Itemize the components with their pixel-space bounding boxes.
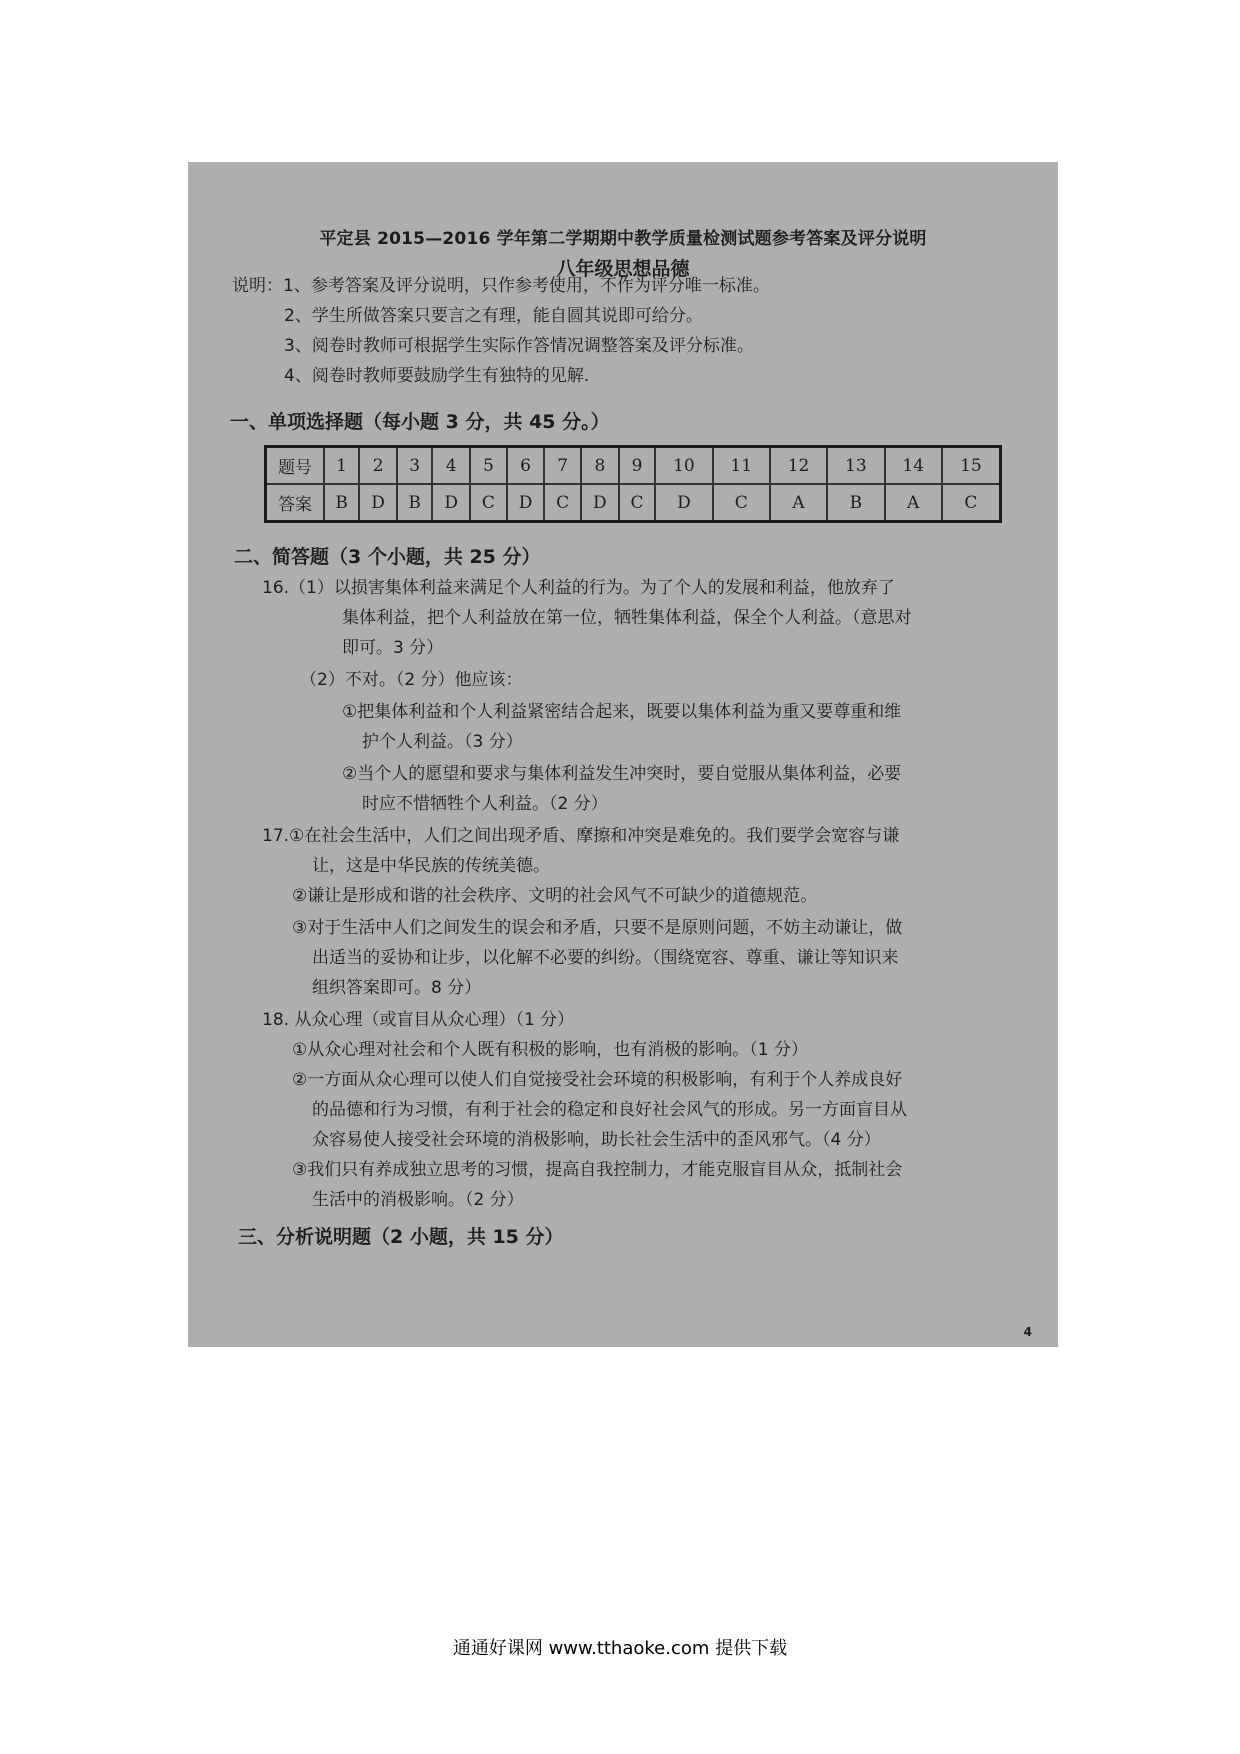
question-number: 3 bbox=[397, 447, 432, 485]
document-title: 平定县 2015—2016 学年第二学期期中教学质量检测试题参考答案及评分说明 bbox=[319, 229, 927, 249]
question-number: 1 bbox=[324, 447, 359, 485]
answer-cell: D bbox=[507, 484, 545, 522]
question-number: 7 bbox=[544, 447, 580, 485]
row-label-answer: 答案 bbox=[266, 484, 325, 522]
answer-line: 组织答案即可。8 分） bbox=[312, 978, 482, 998]
question-number: 2 bbox=[359, 447, 397, 485]
answer-line: 众容易使人接受社会环境的消极影响，助长社会生活中的歪风邪气。（4 分） bbox=[312, 1130, 881, 1150]
answer-line: 即可。3 分） bbox=[342, 638, 444, 658]
answer-cell: C bbox=[470, 484, 506, 522]
answer-line: ②一方面从众心理可以使人们自觉接受社会环境的积极影响，有利于个人养成良好 bbox=[292, 1070, 903, 1090]
answer-cell: D bbox=[581, 484, 619, 522]
answer-line: ③我们只有养成独立思考的习惯，提高自我控制力，才能克服盲目从众，抵制社会 bbox=[292, 1160, 903, 1180]
question-number: 11 bbox=[713, 447, 770, 485]
answer-line: ①从众心理对社会和个人既有积极的影响，也有消极的影响。（1 分） bbox=[292, 1040, 808, 1060]
answer-cell: B bbox=[324, 484, 359, 522]
question-number: 12 bbox=[770, 447, 827, 485]
note-line: 3、阅卷时教师可根据学生实际作答情况调整答案及评分标准。 bbox=[284, 336, 754, 356]
answer-cell: D bbox=[432, 484, 470, 522]
answer-cell: C bbox=[713, 484, 770, 522]
table-row-answers bbox=[266, 484, 1001, 522]
answer-line: 出适当的妥协和让步，以化解不必要的纠纷。（围绕宽容、尊重、谦让等知识来 bbox=[312, 948, 899, 968]
answer-cell: A bbox=[770, 484, 827, 522]
question-number: 6 bbox=[507, 447, 545, 485]
question-number: 15 bbox=[942, 447, 1001, 485]
answer-line: 护个人利益。（3 分） bbox=[362, 732, 523, 752]
section-heading-2: 二、简答题（3 个小题，共 25 分） bbox=[234, 546, 541, 568]
footer-credit: 通通好课网 www.tthaoke.com 提供下载 bbox=[452, 1638, 788, 1659]
section-heading-3: 三、分析说明题（2 小题，共 15 分） bbox=[238, 1226, 564, 1248]
question-number: 9 bbox=[619, 447, 655, 485]
answer-cell: B bbox=[397, 484, 432, 522]
answer-cell: A bbox=[885, 484, 942, 522]
table-row-numbers bbox=[266, 447, 1001, 485]
answer-line: 时应不惜牺牲个人利益。（2 分） bbox=[362, 794, 608, 814]
answer-line: 17.①在社会生活中，人们之间出现矛盾、摩擦和冲突是难免的。我们要学会宽容与谦 bbox=[262, 826, 900, 846]
page-number: 4 bbox=[1023, 1325, 1032, 1339]
answer-line: 让，这是中华民族的传统美德。 bbox=[312, 856, 550, 876]
question-number: 14 bbox=[885, 447, 942, 485]
question-number: 4 bbox=[432, 447, 470, 485]
answer-line: ②谦让是形成和谐的社会秩序、文明的社会风气不可缺少的道德规范。 bbox=[292, 886, 818, 906]
answer-line: 的品德和行为习惯，有利于社会的稳定和良好社会风气的形成。另一方面盲目从 bbox=[312, 1100, 907, 1120]
note-line: 2、学生所做答案只要言之有理，能自圆其说即可给分。 bbox=[284, 306, 703, 326]
question-number: 13 bbox=[827, 447, 884, 485]
answer-cell: B bbox=[827, 484, 884, 522]
answer-cell: D bbox=[655, 484, 712, 522]
answer-table bbox=[264, 445, 1002, 523]
question-number: 5 bbox=[470, 447, 506, 485]
answer-line: ②当个人的愿望和要求与集体利益发生冲突时，要自觉服从集体利益，必要 bbox=[342, 764, 902, 784]
answer-line: 集体利益，把个人利益放在第一位，牺牲集体利益，保全个人利益。（意思对 bbox=[342, 608, 912, 628]
question-number: 8 bbox=[581, 447, 619, 485]
document-subtitle: 八年级思想品德 bbox=[556, 258, 690, 280]
question-number: 10 bbox=[655, 447, 712, 485]
answer-cell: C bbox=[619, 484, 655, 522]
row-label-number: 题号 bbox=[266, 447, 325, 485]
answer-line: （2）不对。（2 分）他应该： bbox=[300, 670, 523, 690]
answer-line: 生活中的消极影响。（2 分） bbox=[312, 1190, 524, 1210]
answer-line: 16.（1）以损害集体利益来满足个人利益的行为。为了个人的发展和利益，他放弃了 bbox=[262, 578, 895, 598]
answer-line: ③对于生活中人们之间发生的误会和矛盾，只要不是原则问题，不妨主动谦让，做 bbox=[292, 918, 903, 938]
answer-line: 18. 从众心理（或盲目从众心理）（1 分） bbox=[262, 1010, 575, 1030]
section-heading-1: 一、单项选择题（每小题 3 分，共 45 分。） bbox=[230, 411, 610, 433]
note-line: 4、阅卷时教师要鼓励学生有独特的见解. bbox=[284, 366, 590, 386]
note-line: 说明：1、参考答案及评分说明，只作参考使用，不作为评分唯一标准。 bbox=[232, 276, 770, 296]
scanned-page-photo bbox=[188, 162, 1058, 1347]
answer-cell: D bbox=[359, 484, 397, 522]
answer-line: ①把集体利益和个人利益紧密结合起来，既要以集体利益为重又要尊重和维 bbox=[342, 702, 902, 722]
answer-cell: C bbox=[942, 484, 1001, 522]
answer-cell: C bbox=[544, 484, 580, 522]
